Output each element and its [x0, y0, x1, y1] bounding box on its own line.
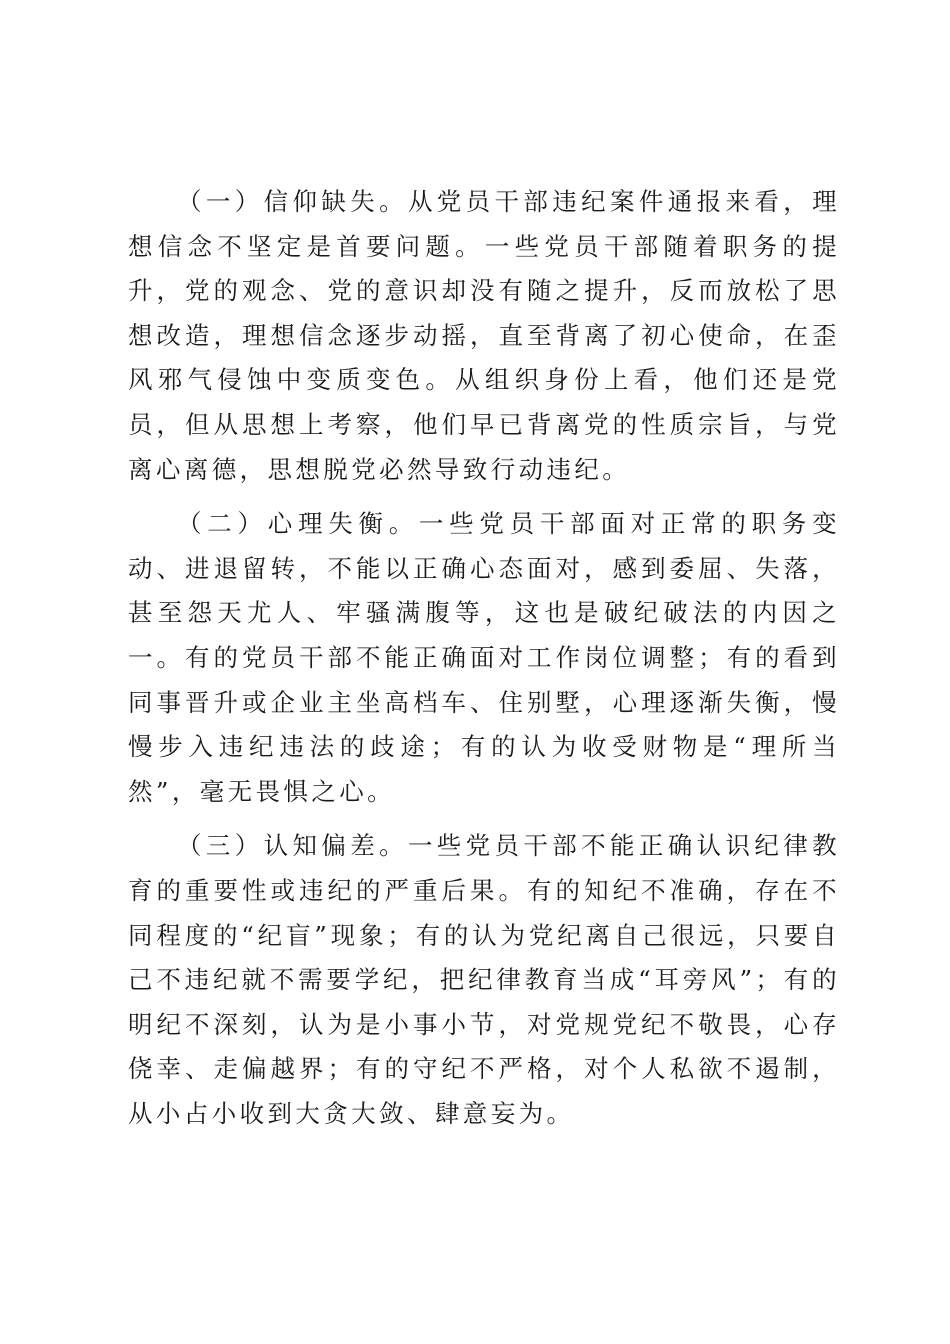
paragraph-faith-loss: （一）信仰缺失。从党员干部违纪案件通报来看，理想信念不坚定是首要问题。一些党员干部随着职务的提升，党的观念、党的意识却没有随之提升，反而放松了思想改造，理想信念逐步动摇，直至背离了初心使命，在歪风邪气侵蚀中变质变色。从组织身份上看，他们还是党员，但从思想上考察，他们早已背离党的性质宗旨，与党离心离德，思想脱党必然导致行动违纪。	[128, 187, 840, 484]
paragraph-cognitive-bias: （三）认知偏差。一些党员干部不能正确认识纪律教育的重要性或违纪的严重后果。有的知纪不准确，存在不同程度的“纪盲”现象；有的认为党纪离自己很远，只要自己不违纪就不需要学纪，把纪律教育当成“耳旁风”；有的明纪不深刻，认为是小事小节，对党规党纪不敬畏，心存侥幸、走偏越界；有的守纪不严格，对个人私欲不遏制，从小占小收到大贪大敛、肆意妄为。	[128, 831, 840, 1128]
document-body	[128, 180, 840, 1146]
paragraph-psychological-imbalance: （二）心理失衡。一些党员干部面对正常的职务变动、进退留转，不能以正确心态面对，感到委屈、失落，甚至怨天尤人、牢骚满腹等，这也是破纪破法的内因之一。有的党员干部不能正确面对工作岗位调整；有的看到同事晋升或企业主坐高档车、住别墅，心理逐渐失衡，慢慢步入违纪违法的歧途；有的认为收受财物是“理所当然”，毫无畏惧之心。	[128, 509, 840, 806]
